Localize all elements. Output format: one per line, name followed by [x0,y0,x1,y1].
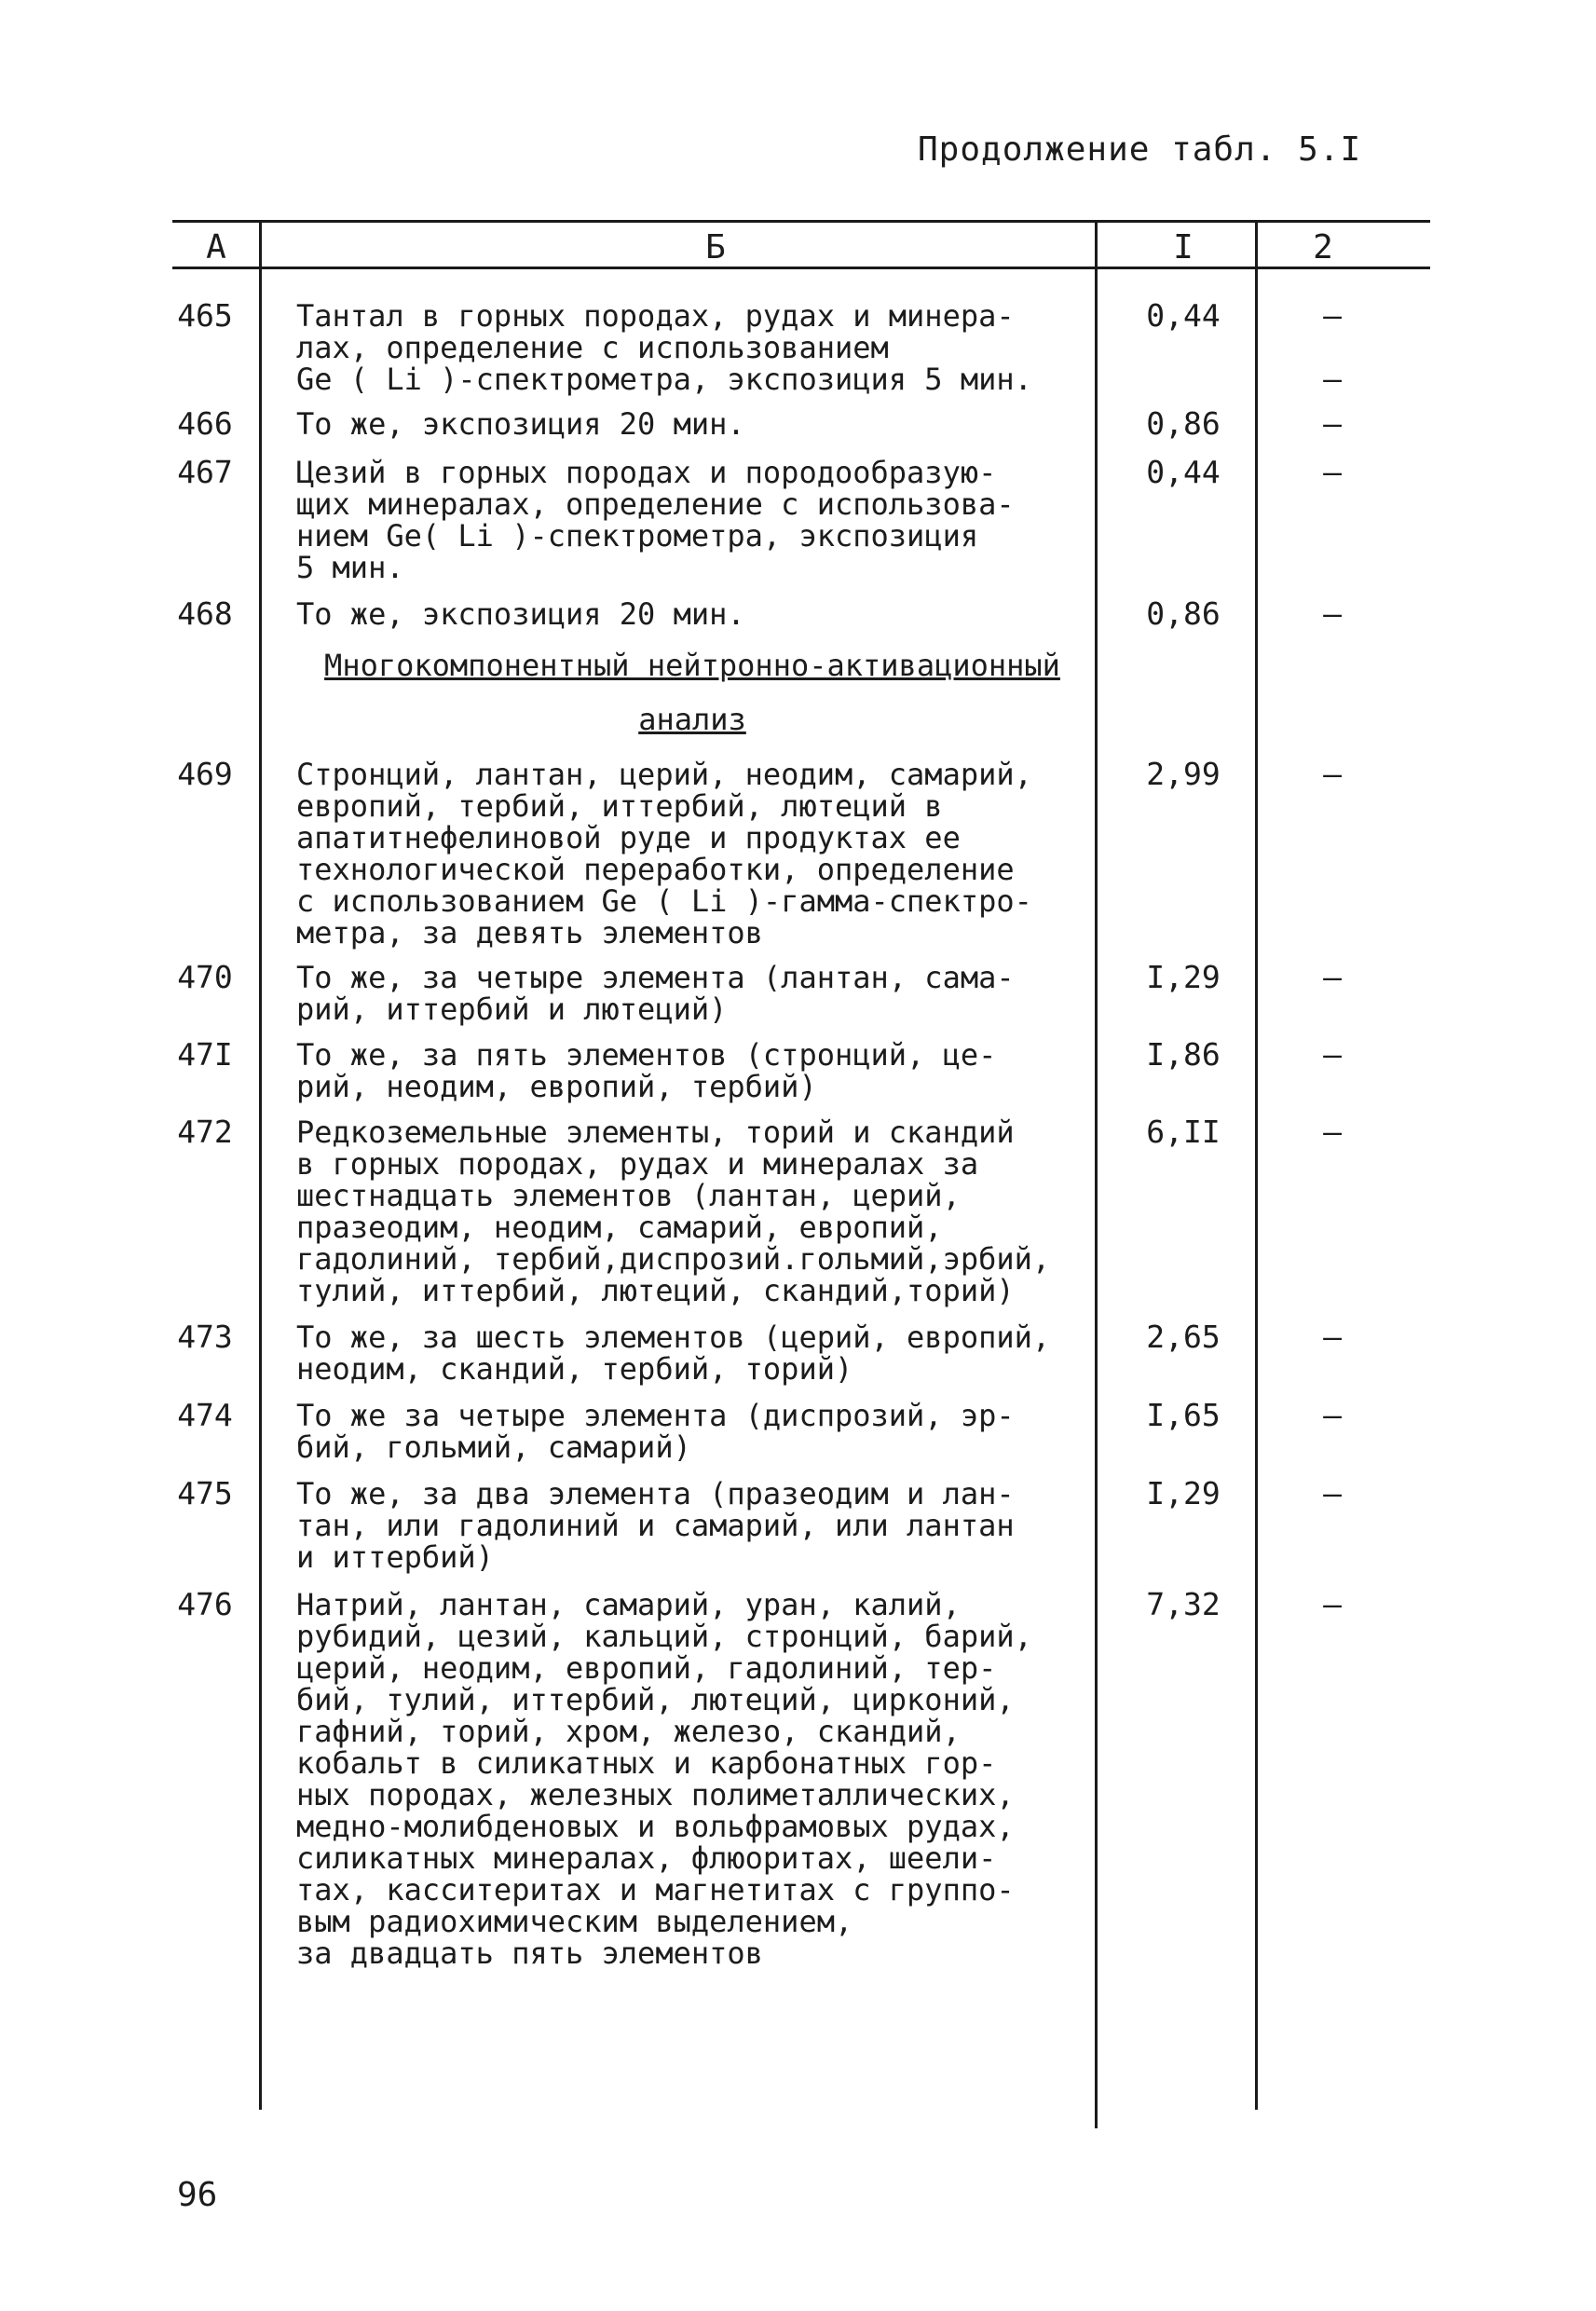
row-description: Стронций, лантан, церий, неодим, самарий, европий, тербий, иттербий, лютеций в апатитнефелиновой руде и продуктах ее технологической переработки, определение с использованием Ge ( Li )-гамма-спектро- метра, за девять элементов [296,757,1032,950]
row-value-col2: – [1323,756,1342,792]
row-value-col1: I,29 [1146,959,1221,995]
page-number: 96 [177,2176,218,2214]
table-top-rule [172,220,1430,223]
row-number: 474 [177,1397,233,1433]
row-value-col1: 0,44 [1146,297,1221,334]
row-value-col2: – [1323,1114,1342,1150]
row-number: 468 [177,595,233,632]
row-value-col1: 2,99 [1146,756,1221,792]
row-number: 466 [177,405,233,442]
row-value-col1: I,86 [1146,1036,1221,1073]
row-description: То же, за пять элементов (стронций, це- рий, неодим, европий, тербий) [296,1037,997,1104]
row-value-col2: – [1323,405,1342,442]
row-description: То же за четыре элемента (диспрозий, эр- бий, гольмий, самарий) [296,1398,1015,1465]
row-description: Натрий, лантан, самарий, уран, калий, рубидий, цезий, кальций, стронций, барий, церий, неодим, европий, гадолиний, тер- бий, тулий, иттербий, лютеций, цирконий, гафний, торий, хром, железо, скандий, кобальт в силикатных и карбонатных гор- ных породах, железных полиметаллических, медно-молибденовых и вольфрамовых рудах, силикатных минералах, флюоритах, шеели- тах, касситеритах и магнетитах с группо- вым радиохимическим выделением, за двадцать пять элементов [296,1587,1032,1971]
row-value-col1: 2,65 [1146,1319,1221,1355]
column-header-1: I [1173,228,1194,267]
row-value-col1: 0,44 [1146,454,1221,490]
column-divider-a-b [259,220,262,2110]
column-header-2: 2 [1313,228,1333,267]
section-heading-line2: анализ [638,702,746,737]
continuation-header: Продолжение табл. 5.I [918,130,1362,169]
row-description: Редкоземельные элементы, торий и скандий в горных породах, рудах и минералах за шестнадцать элементов (лантан, церий, празеодим, неодим, самарий, европий, гадолиний, тербий,диспрозий.гольмий,эрбий, тулий, иттербий, лютеций, скандий,торий) [296,1114,1051,1308]
column-divider-1-2 [1255,220,1258,2110]
row-value-col1: 0,86 [1146,595,1221,632]
row-value-col1: I,65 [1146,1397,1221,1433]
row-number: 467 [177,454,233,490]
row-description: Тантал в горных породах, рудах и минера- лах, определение с использованием Ge ( Li )-спектрометра, экспозиция 5 мин. [296,298,1032,397]
row-value-col2: – [1323,1397,1342,1433]
section-heading-line1: Многокомпонентный нейтронно-активационный [324,648,1060,683]
row-number: 465 [177,297,233,334]
row-value-col2: – [1323,1319,1342,1355]
row-value-col1: 7,32 [1146,1586,1221,1622]
row-number: 475 [177,1475,233,1511]
row-description: То же, экспозиция 20 мин. [296,406,745,442]
row-value-col2: – [1323,1586,1342,1622]
row-description: То же, за два элемента (празеодим и лан- тан, или гадолиний и самарий, или лантан и иттербий) [296,1476,1015,1575]
row-description: То же, за четыре элемента (лантан, сама- рий, иттербий и лютеций) [296,960,1015,1027]
section-heading [296,638,1088,746]
row-value-col2: – [1323,454,1342,490]
row-number: 472 [177,1114,233,1150]
row-value-col2: – [1323,1036,1342,1073]
row-description: То же, за шесть элементов (церий, европий, неодим, скандий, тербий, торий) [296,1320,1051,1387]
row-value-col2: – [1323,595,1342,632]
row-number: 476 [177,1586,233,1622]
column-header-a: А [206,228,226,267]
row-description: То же, экспозиция 20 мин. [296,596,745,632]
row-description: Цезий в горных породах и породообразую- щих минералах, определение с использова- нием Ge( Li )-спектрометра, экспозиция 5 мин. [296,455,1015,585]
row-number: 470 [177,959,233,995]
row-value-col2: – [1323,297,1342,334]
row-value-col1: 0,86 [1146,405,1221,442]
row-number: 47I [177,1036,233,1073]
row-value-col2: – [1323,361,1342,397]
row-number: 469 [177,756,233,792]
row-value-col2: – [1323,959,1342,995]
column-header-b: Б [705,228,726,267]
row-value-col2: – [1323,1475,1342,1511]
row-value-col1: I,29 [1146,1475,1221,1511]
row-number: 473 [177,1319,233,1355]
row-value-col1: 6,II [1146,1114,1221,1150]
table-header-rule [172,267,1430,269]
